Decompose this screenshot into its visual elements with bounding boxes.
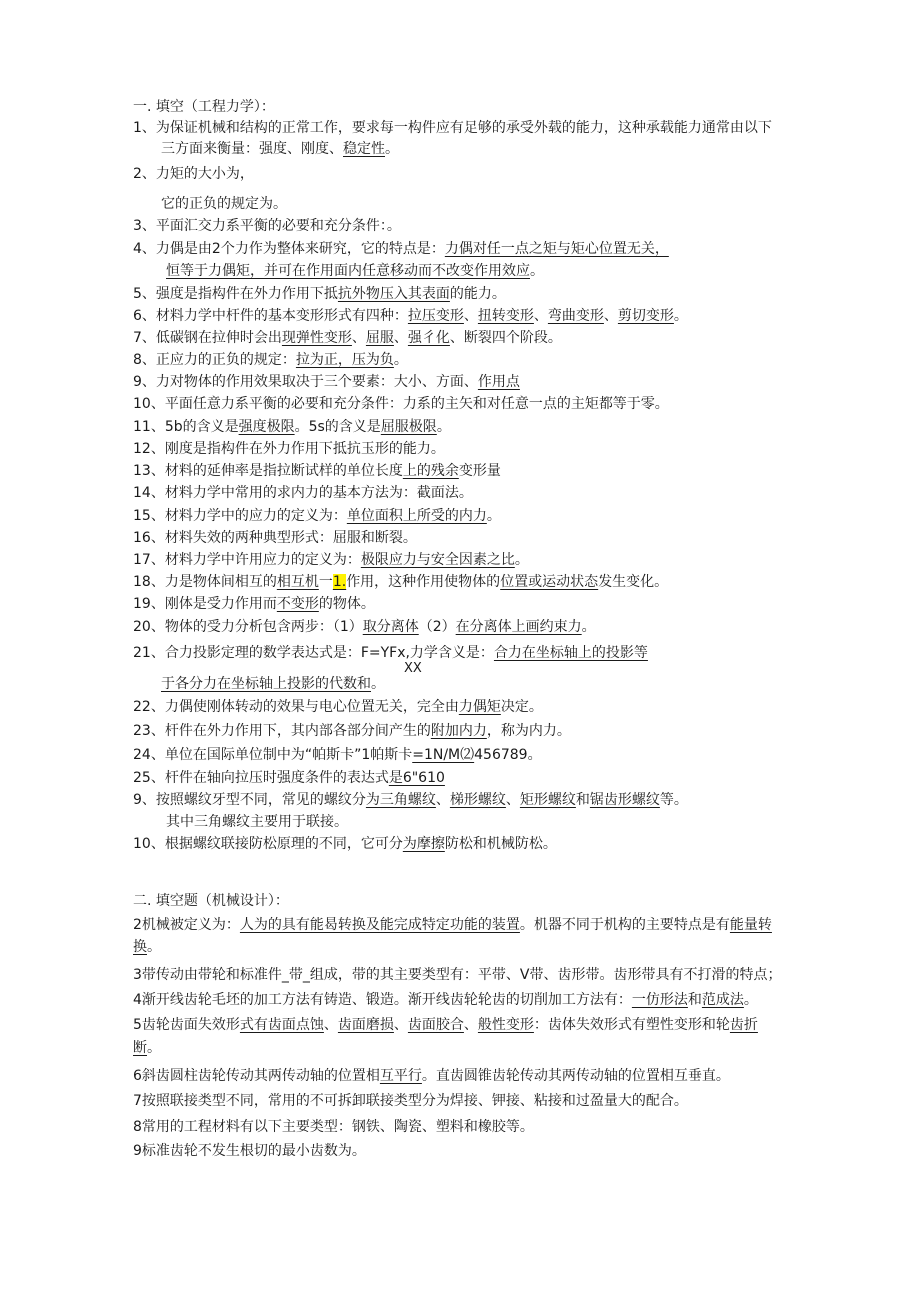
q12-line: 12、刚度是指构件在外力作用下抵抗玉形的能力。 (133, 441, 445, 457)
m4-answer-1: 一仿形法 (631, 992, 688, 1008)
q2-line1: 2、力矩的大小为， (133, 166, 254, 182)
section1-title: 一. 填空（工程力学）： (133, 99, 275, 115)
q17-end: 。 (514, 552, 529, 568)
q25-line (133, 768, 445, 788)
q8-text: 8、正应力的正负的规定： (133, 352, 296, 368)
q14-line: 14、材料力学中常用的求内力的基本方法为：截面法。 (133, 485, 473, 501)
q9b-sep-3: 和 (575, 792, 590, 808)
q7-line (133, 328, 562, 348)
q4-text: 4、力偶是由2个力作为整体来研究，它的特点是： (133, 241, 445, 257)
q16-line: 16、材料失效的两种典型形式：屈服和断裂。 (133, 530, 417, 546)
m2-text: 2机械被定义为： (133, 917, 240, 933)
q18-answer-2: 位置或运动状态 (500, 574, 599, 590)
q9b-answer-2: 梯形螺纹 (449, 792, 506, 808)
q19-answer: 不变形 (276, 596, 319, 612)
q1-text: 1、为保证机械和结构的正常工作，要求每一构件应有足够的承受外载的能力，这种承载能力通常由以下 (133, 120, 772, 136)
m5-answer-1: 式有齿面点蚀 (239, 1017, 324, 1033)
q13-end: 变形量 (458, 463, 501, 479)
q9-line (133, 372, 520, 392)
m5-answer-2: 齿面磨损 (337, 1017, 394, 1033)
m5-text: 5齿轮齿面失效形 (133, 1017, 240, 1033)
q21-subscript: XX (404, 661, 422, 676)
q18-answer-1: 相互机 (276, 574, 319, 590)
q9-answer: 作用点 (477, 374, 520, 390)
m2-end: 。 (147, 939, 161, 955)
q22-text: 22、力偶使刚体转动的效果与电心位置无关，完全由 (133, 699, 459, 715)
q24-text: 24、单位在国际单位制中为“帕斯卡”1帕斯卡 (133, 747, 413, 763)
q21-answer-b: 于各分力在坐标轴上投影的代数和 (161, 676, 371, 692)
m2-answer-2: 能量转 (729, 917, 772, 933)
q4-line1 (133, 239, 669, 259)
q6-sep-3: 、 (603, 308, 618, 324)
q9b-answer-3: 矩形螺纹 (519, 792, 576, 808)
q10b-answer: 为摩擦 (402, 836, 445, 852)
m4-line (133, 990, 758, 1010)
q9-text: 9、力对物体的作用效果取决于三个要素：大小、方面、 (133, 374, 478, 390)
m8-line: 8常用的工程材料有以下主要类型：钢铁、陶瓷、塑料和橡胶等。 (133, 1119, 534, 1135)
q25-text: 25、杆件在轴向拉压时强度条件的表达式 (133, 770, 389, 786)
q15-answer: 单位面积上所受的内力 (346, 508, 487, 524)
q6-text: 6、材料力学中杆件的基本变形形式有四种： (133, 308, 408, 324)
q5-end: 的能力。 (449, 286, 506, 302)
q18-mid-2: 作用，这种作用使物体的 (346, 574, 501, 590)
q24-line (133, 745, 542, 765)
m2-line2 (133, 937, 161, 957)
q3-line: 3、平面汇交力系平衡的必要和充分条件：。 (133, 218, 401, 234)
m3-line: 3带传动由带轮和标准件_带_组成，带的其主要类型有：平带、V带、齿形带。齿形带具有不打滑的特点； (133, 967, 782, 983)
q18-text: 18、力是物体间相互的 (133, 574, 277, 590)
q11-end: 。 (436, 419, 451, 435)
q5-answer: 抗外物压入其表面 (337, 286, 450, 302)
m6-line (133, 1066, 730, 1086)
q13-line (133, 461, 501, 481)
q22-end: 决定。 (500, 699, 543, 715)
m2-mid: 。机器不同于机构的主要特点是有 (519, 917, 730, 933)
m2-answer-1: 人为的具有能曷转换及能完成特定功能的装置 (239, 917, 520, 933)
q20-answer-2: 在分离体上画约束力 (455, 619, 582, 635)
m4-answer-2: 范成法 (701, 992, 744, 1008)
q25-answer: 是6"610 (388, 770, 445, 786)
q24-end: 456789。 (474, 747, 542, 763)
q7-answer-1: 现弹性变形 (281, 330, 352, 346)
q20-line (133, 617, 596, 637)
q5-text: 5、强度是指构件在外力作用下抵 (133, 286, 338, 302)
q23-text: 23、杆件在外力作用下，其内部各部分间产生的 (133, 723, 431, 739)
q6-sep-1: 、 (463, 308, 478, 324)
q20-answer-1: 取分离体 (362, 619, 419, 635)
q13-answer: 上的残余 (402, 463, 459, 479)
m4-mid: 和 (687, 992, 702, 1008)
q4-line2 (166, 261, 544, 281)
q19-end: 的物体。 (318, 596, 375, 612)
q13-text: 13、材料的延伸率是指拉断试样的单位长度 (133, 463, 403, 479)
q11-answer-2: 屈服极限 (380, 419, 437, 435)
q1-answer: 稳定性 (343, 141, 385, 157)
q21-line1 (133, 643, 648, 663)
m5-answer-4: 般性变形 (477, 1017, 534, 1033)
q8-end: 。 (393, 352, 408, 368)
m2-line1 (133, 915, 772, 935)
m5-answer-5: 齿折 (729, 1017, 758, 1033)
q7-answer-3: 强彳化 (407, 330, 450, 346)
m6-end: 。直齿圆锥齿轮传动其两传动轴的位置相互垂直。 (421, 1068, 730, 1084)
q9b-line (133, 790, 688, 810)
q21-line2 (161, 674, 385, 694)
q8-line (133, 350, 408, 370)
m5-line1 (133, 1015, 758, 1035)
q15-text: 15、材料力学中的应力的定义为： (133, 508, 347, 524)
q6-end: 。 (673, 308, 688, 324)
q19-text: 19、刚体是受力作用而 (133, 596, 277, 612)
q1-end: 。 (385, 141, 399, 157)
m5-sep-3: 、 (463, 1017, 478, 1033)
q6-answer-3: 弯曲变形 (547, 308, 604, 324)
q20-text: 20、物体的受力分析包含两步：（1） (133, 619, 363, 635)
q17-line (133, 550, 529, 570)
q11-mid: 。5s的含义是 (294, 419, 381, 435)
q7-text: 7、低碳钢在拉伸时会出 (133, 330, 282, 346)
q18-end: 发生变化。 (598, 574, 669, 590)
m4-end: 。 (743, 992, 758, 1008)
q9b-sep-1: 、 (435, 792, 450, 808)
q9b-sep-2: 、 (505, 792, 520, 808)
q10b-text: 10、根据螺纹联接防松原理的不同，它可分 (133, 836, 403, 852)
q17-text: 17、材料力学中许用应力的定义为： (133, 552, 361, 568)
q9b-line2: 其中三角螺纹主要用于联接。 (166, 814, 348, 830)
q11-answer-1: 强度极限 (238, 419, 295, 435)
m5-sep-1: 、 (323, 1017, 338, 1033)
q23-answer: 附加内力 (430, 723, 487, 739)
q15-end: 。 (486, 508, 501, 524)
q11-line (133, 417, 451, 437)
q19-line (133, 594, 375, 614)
m5-end: 。 (147, 1040, 161, 1056)
q4-answer-b: 恒等于力偶矩，并可在作用面内任意移动而不改变作用效应 (166, 263, 530, 279)
q10-line: 10、平面任意力系平衡的必要和充分条件：力系的主矢和对任意一点的主矩都等于零。 (133, 396, 669, 412)
q6-answer-1: 拉压变形 (407, 308, 464, 324)
q5-line (133, 284, 506, 304)
q10b-end: 防松和机械防松。 (444, 836, 557, 852)
q6-line (133, 306, 688, 326)
m5-mid: ：齿体失效形式有塑性变形和轮 (533, 1017, 730, 1033)
m5-line2 (133, 1038, 161, 1058)
q9b-answer-1: 为三角螺纹 (365, 792, 436, 808)
q1-line1 (133, 118, 772, 138)
m5-sep-2: 、 (393, 1017, 408, 1033)
q17-answer: 极限应力与安全因素之比 (360, 552, 515, 568)
m7-line: 7按照联接类型不同，常用的不可拆卸联接类型分为焊接、钾接、粘接和过盈量大的配合。 (133, 1093, 688, 1109)
q21-text: 21、合力投影定理的数学表达式是：F=YFx,力学含义是： (133, 645, 494, 661)
q4-end: 。 (530, 263, 544, 279)
q21-end: 。 (371, 676, 385, 692)
q6-sep-2: 、 (533, 308, 548, 324)
q4-answer-a: 力偶对任一点之矩与矩心位置无关， (444, 241, 669, 257)
q6-answer-4: 剪切变形 (617, 308, 674, 324)
q18-mid-1: 一 (318, 574, 333, 590)
q7-sep-1: 、 (351, 330, 366, 346)
m6-answer: 互平行 (379, 1068, 422, 1084)
m5-answer-3: 齿面胶合 (407, 1017, 464, 1033)
m6-text: 6斜齿圆柱齿轮传动其两传动轴的位置相 (133, 1068, 380, 1084)
m5-answer-6: 断 (133, 1040, 147, 1056)
q8-answer: 拉为正，压为负 (295, 352, 394, 368)
section2-title: 二. 填空题（机械设计）： (133, 893, 289, 909)
q23-line (133, 721, 571, 741)
q9b-text: 9、按照螺纹牙型不同，常见的螺纹分 (133, 792, 366, 808)
q2-line2: 它的正负的规定为。 (161, 196, 287, 212)
q22-answer: 力偶矩 (458, 699, 501, 715)
q11-text: 11、5b的含义是 (133, 419, 239, 435)
q18-highlight: 1. (332, 574, 347, 590)
q18-line (133, 572, 668, 592)
q7-sep-2: 、 (393, 330, 408, 346)
q20-mid: （2） (418, 619, 456, 635)
q9b-end: 等。 (659, 792, 688, 808)
q10b-line (133, 834, 557, 854)
q23-end: ，称为内力。 (486, 723, 571, 739)
q21-answer-a: 合力在坐标轴上的投影等 (493, 645, 648, 661)
q20-end: 。 (581, 619, 596, 635)
q7-end: 、断裂四个阶段。 (449, 330, 562, 346)
q1-line2 (161, 139, 399, 159)
q1-text-b: 三方面来衡量：强度、刚度、 (161, 141, 343, 157)
m2-answer-3: 换 (133, 939, 147, 955)
q6-answer-2: 扭转变形 (477, 308, 534, 324)
q7-answer-2: 屈服 (365, 330, 394, 346)
q24-answer: =1N/M⑵ (412, 747, 475, 763)
q9b-answer-4: 锯齿形螺纹 (589, 792, 660, 808)
q22-line (133, 697, 543, 717)
q15-line (133, 506, 501, 526)
m4-text: 4渐开线齿轮毛坯的加工方法有铸造、锻造。渐开线齿轮轮齿的切削加工方法有： (133, 992, 632, 1008)
m9-line: 9标准齿轮不发生根切的最小齿数为。 (133, 1143, 366, 1159)
